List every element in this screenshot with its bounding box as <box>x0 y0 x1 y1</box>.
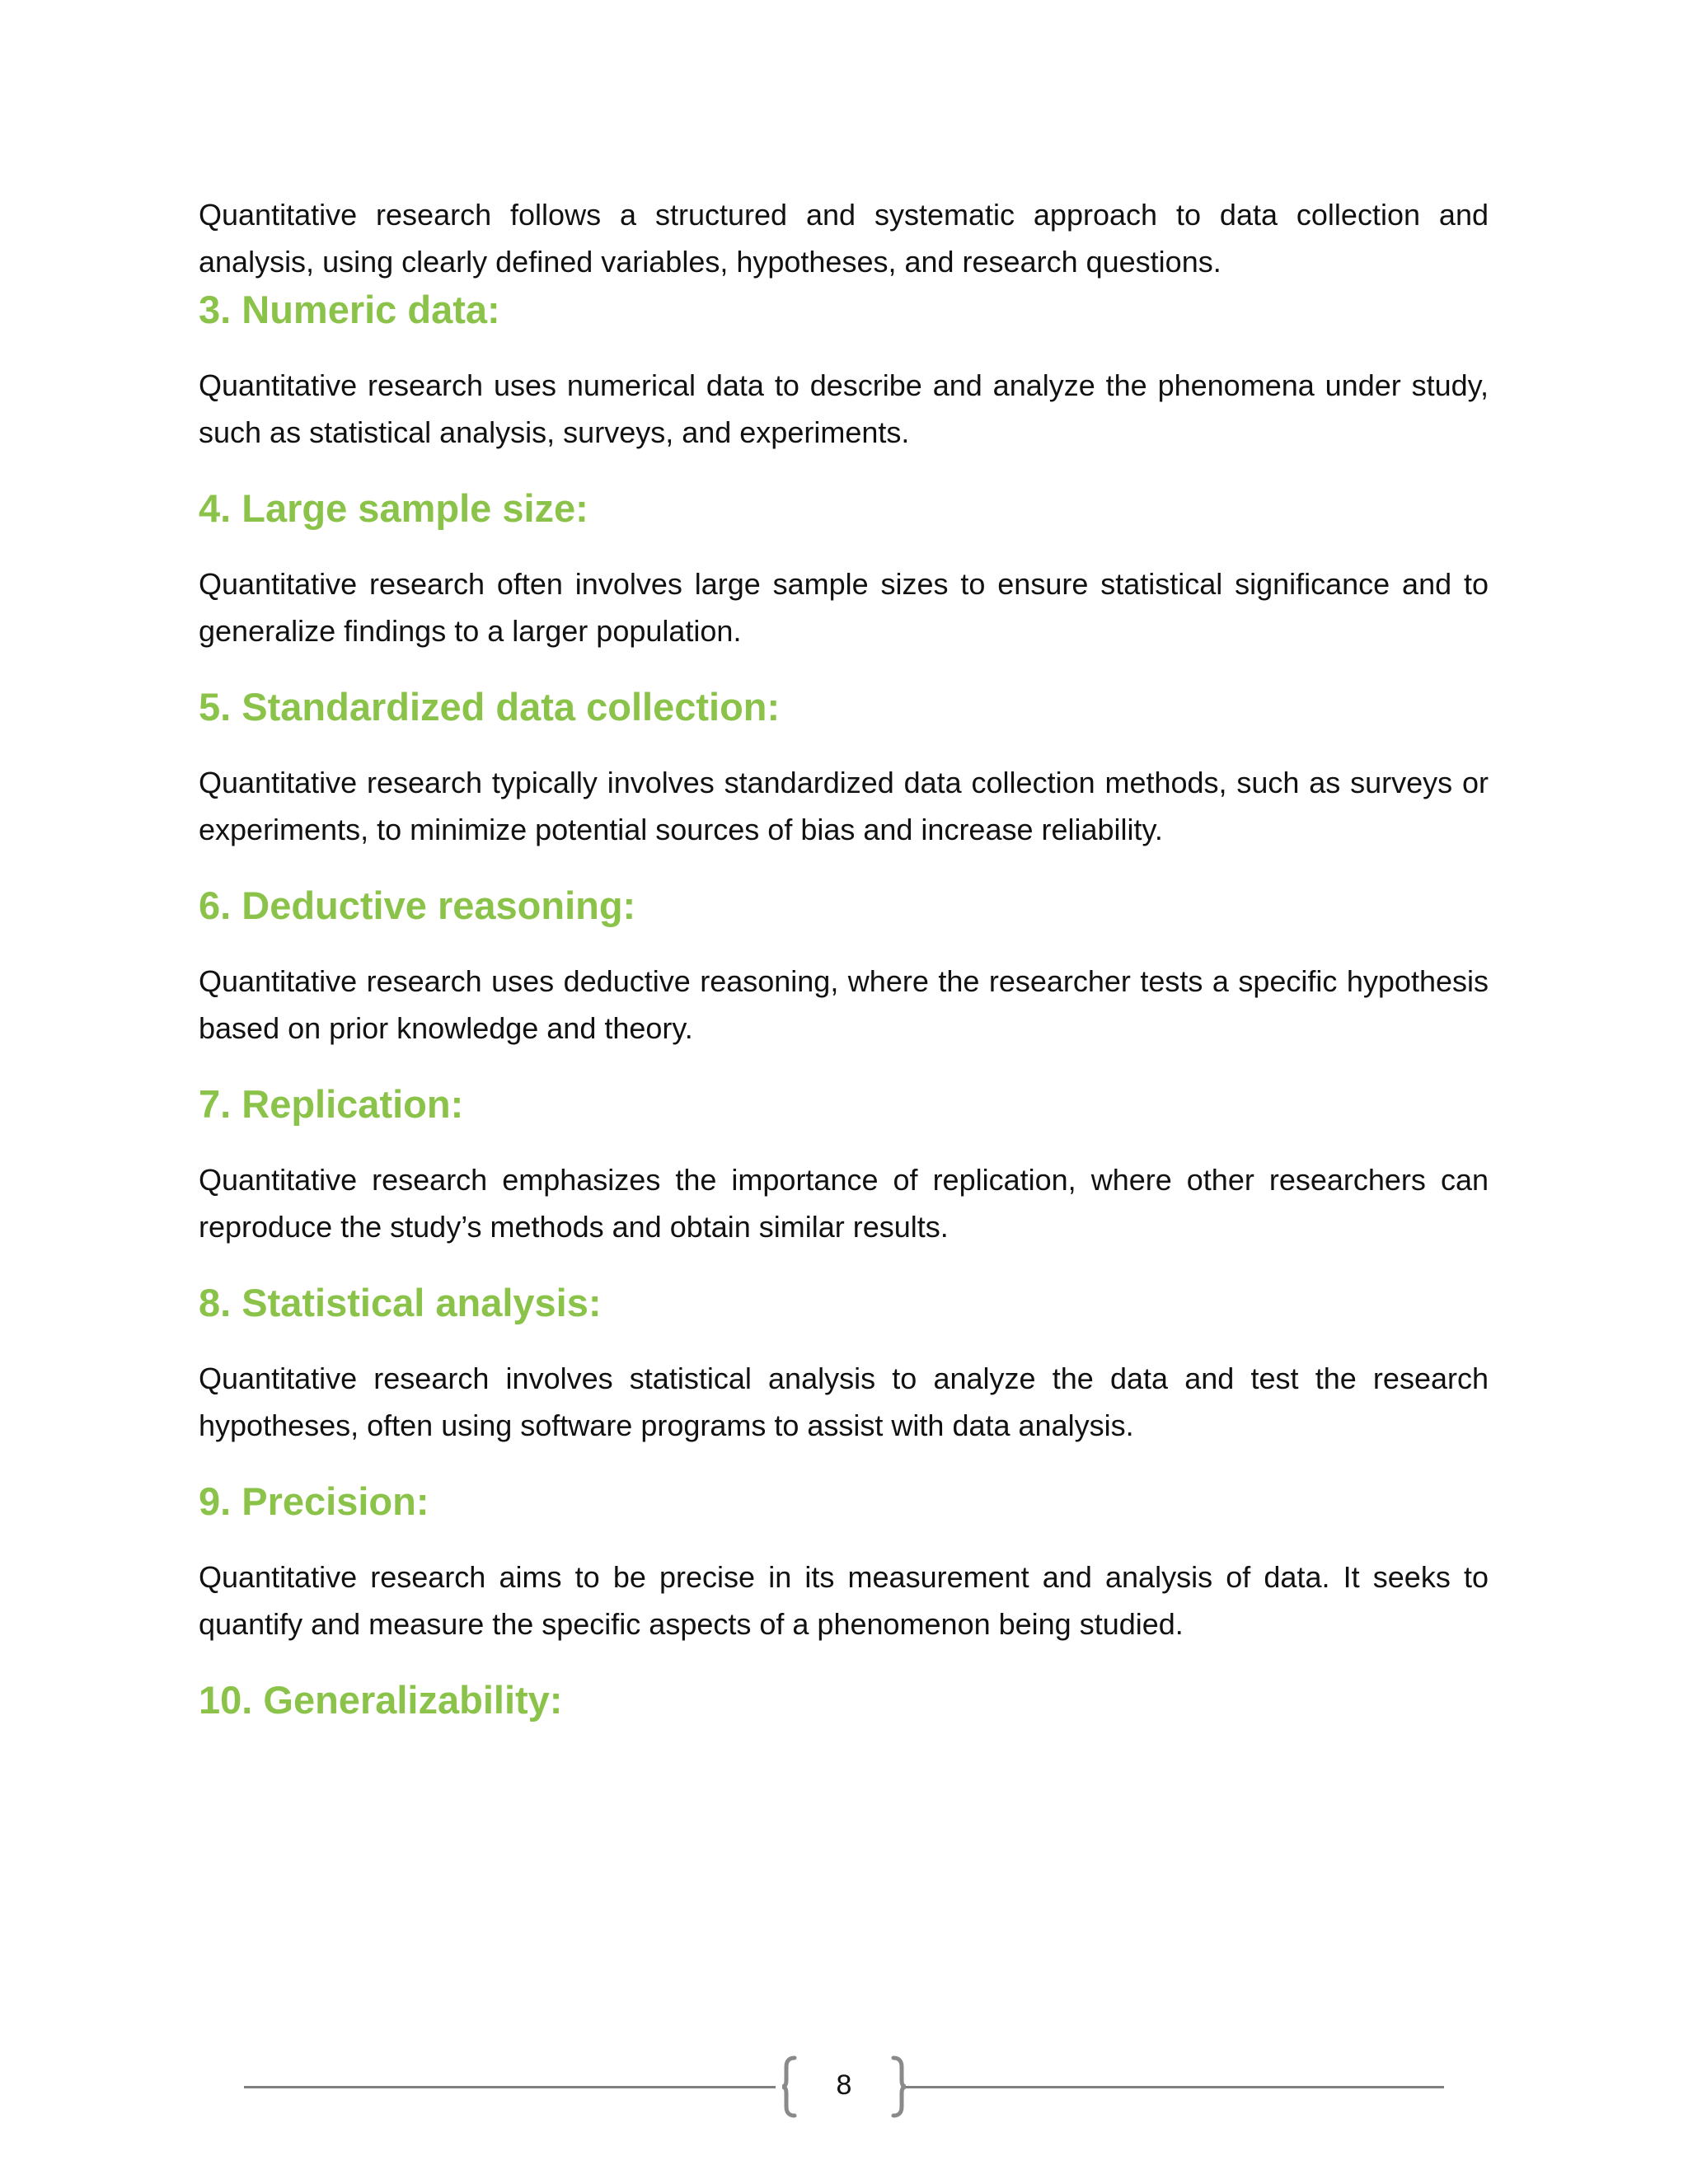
section-paragraph: Quantitative research emphasizes the importance of replication, where other researchers can reproduce the study’s methods and obtain similar results. <box>199 1163 1489 1244</box>
section-generalizability <box>199 1675 1489 1725</box>
section-paragraph: Quantitative research involves statistical analysis to analyze the data and test the research hypotheses, often using software programs to assist with data analysis. <box>199 1361 1489 1442</box>
section-heading: 3. Numeric data: <box>199 288 500 331</box>
section-heading: 9. Precision: <box>199 1479 429 1523</box>
page-footer <box>244 2055 1444 2118</box>
footer-rule-left <box>244 2086 776 2088</box>
section-deductive-reasoning <box>199 881 1489 1052</box>
left-brace-icon <box>780 2055 798 2118</box>
section-precision <box>199 1477 1489 1647</box>
section-paragraph: Quantitative research often involves large sample sizes to ensure statistical significance and to generalize findings to a larger population. <box>199 567 1489 648</box>
section-paragraph: Quantitative research uses deductive reasoning, where the researcher tests a specific hypothesis based on prior knowledge and theory. <box>199 964 1489 1045</box>
section-heading: 4. Large sample size: <box>199 486 588 530</box>
section-replication <box>199 1080 1489 1250</box>
footer-rule-right <box>906 2086 1444 2088</box>
section-standardized-data-collection <box>199 682 1489 853</box>
page-number: 8 <box>836 2069 852 2101</box>
section-heading: 6. Deductive reasoning: <box>199 883 636 927</box>
section-heading: 10. Generalizability: <box>199 1678 563 1722</box>
page-content <box>199 191 1489 1752</box>
section-heading: 7. Replication: <box>199 1082 464 1126</box>
section-heading: 5. Standardized data collection: <box>199 685 781 729</box>
section-paragraph: Quantitative research typically involves standardized data collection methods, such as surveys or experiments, to minimize potential sources of bias and increase reliability. <box>199 766 1489 846</box>
section-large-sample-size <box>199 484 1489 654</box>
section-paragraph: Quantitative research uses numerical data to describe and analyze the phenomena under study, such as statistical analysis, surveys, and experiments. <box>199 368 1489 449</box>
intro-paragraph: Quantitative research follows a structured and systematic approach to data collection and analysis, using clearly defined variables, hypotheses, and research questions. <box>199 198 1489 279</box>
section-statistical-analysis <box>199 1278 1489 1449</box>
section-paragraph: Quantitative research aims to be precise in its measurement and analysis of data. It seeks to quantify and measure the specific aspects of a phenomenon being studied. <box>199 1560 1489 1641</box>
section-heading: 8. Statistical analysis: <box>199 1281 602 1324</box>
section-numeric-data <box>199 285 1489 456</box>
